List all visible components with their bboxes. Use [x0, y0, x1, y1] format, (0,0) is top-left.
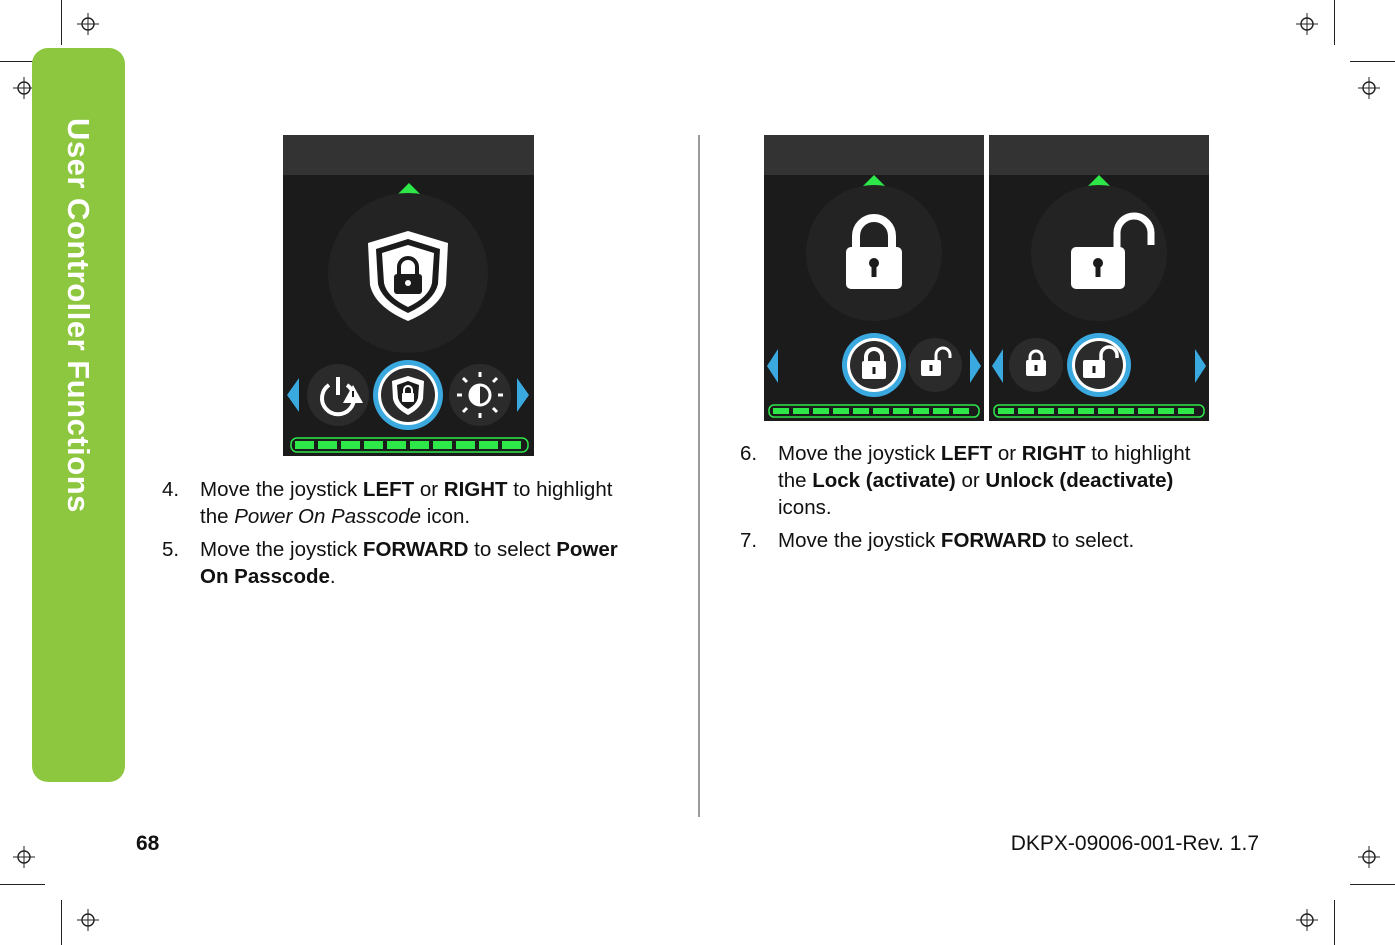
crop-mark-icon — [1296, 13, 1318, 35]
lock-icon[interactable] — [1009, 338, 1063, 392]
step-text: or — [955, 469, 986, 492]
step-text: to highlight the — [778, 442, 1191, 492]
battery-gauge — [291, 438, 528, 452]
right-arrow-icon[interactable] — [1195, 349, 1206, 383]
step-text: to highlight the — [200, 478, 613, 528]
step-text: or — [414, 478, 444, 501]
document-id: DKPX-09006-001-Rev. 1.7 — [1010, 832, 1259, 855]
page-number: 68 — [136, 832, 160, 855]
controller-screen-lock — [764, 135, 984, 421]
crop-mark-icon — [1296, 909, 1318, 931]
left-arrow-icon[interactable] — [767, 349, 778, 383]
list-item — [740, 440, 1210, 521]
unlock-icon[interactable] — [908, 338, 962, 392]
column-divider — [698, 135, 700, 817]
step-keyword: FORWARD — [362, 538, 469, 561]
crop-mark-icon — [77, 13, 99, 35]
crop-mark-icon — [1358, 846, 1380, 868]
crop-line — [1350, 884, 1395, 885]
power-warning-icon[interactable] — [307, 364, 369, 426]
crop-line — [0, 884, 45, 885]
controller-screen-passcode-menu — [283, 135, 534, 456]
step-keyword: LEFT — [940, 442, 993, 465]
right-arrow-icon[interactable] — [970, 349, 981, 383]
right-arrow-icon[interactable] — [517, 378, 529, 412]
crop-mark-icon — [13, 846, 35, 868]
shield-lock-icon[interactable] — [373, 360, 443, 430]
step-text: . — [329, 565, 336, 588]
step-number: 5. — [162, 538, 180, 561]
step-text: icons. — [778, 496, 832, 519]
lock-icon[interactable] — [842, 333, 906, 397]
unlock-icon[interactable] — [1067, 333, 1131, 397]
step-keyword: Lock (activate) — [812, 469, 956, 492]
step-keyword: RIGHT — [443, 478, 508, 501]
step-text: Move the joystick — [200, 538, 363, 561]
step-text: Move the joystick — [778, 442, 941, 465]
step-emphasis: Power On Passcode — [234, 505, 422, 528]
step-number: 7. — [740, 529, 758, 552]
crop-line — [1334, 0, 1335, 45]
step-text: Move the joystick — [200, 478, 363, 501]
crop-line — [61, 0, 62, 45]
list-item — [740, 527, 1210, 554]
step-keyword: LEFT — [362, 478, 415, 501]
step-keyword: RIGHT — [1021, 442, 1086, 465]
step-text: to select — [468, 538, 557, 561]
left-arrow-icon[interactable] — [287, 378, 299, 412]
crop-mark-icon — [1358, 77, 1380, 99]
battery-gauge — [994, 405, 1204, 417]
step-text: icon. — [421, 505, 471, 528]
left-steps-list — [162, 476, 632, 596]
controller-screen-unlock — [989, 135, 1209, 421]
step-text: or — [992, 442, 1022, 465]
step-keyword: FORWARD — [940, 529, 1047, 552]
step-keyword: Power On Passcode — [200, 538, 618, 588]
step-number: 4. — [162, 478, 180, 501]
right-steps-list — [740, 440, 1210, 560]
section-tab-label: User Controller Functions — [61, 118, 96, 513]
left-arrow-icon[interactable] — [992, 349, 1003, 383]
battery-gauge — [769, 405, 979, 417]
step-keyword: Unlock (deactivate) — [985, 469, 1174, 492]
step-number: 6. — [740, 442, 758, 465]
crop-line — [1334, 900, 1335, 945]
crop-mark-icon — [77, 909, 99, 931]
step-text: Move the joystick — [778, 529, 941, 552]
step-text: to select. — [1046, 529, 1135, 552]
brightness-icon[interactable] — [449, 364, 511, 426]
crop-line — [1350, 61, 1395, 62]
list-item — [162, 536, 632, 590]
list-item — [162, 476, 632, 530]
crop-line — [61, 900, 62, 945]
